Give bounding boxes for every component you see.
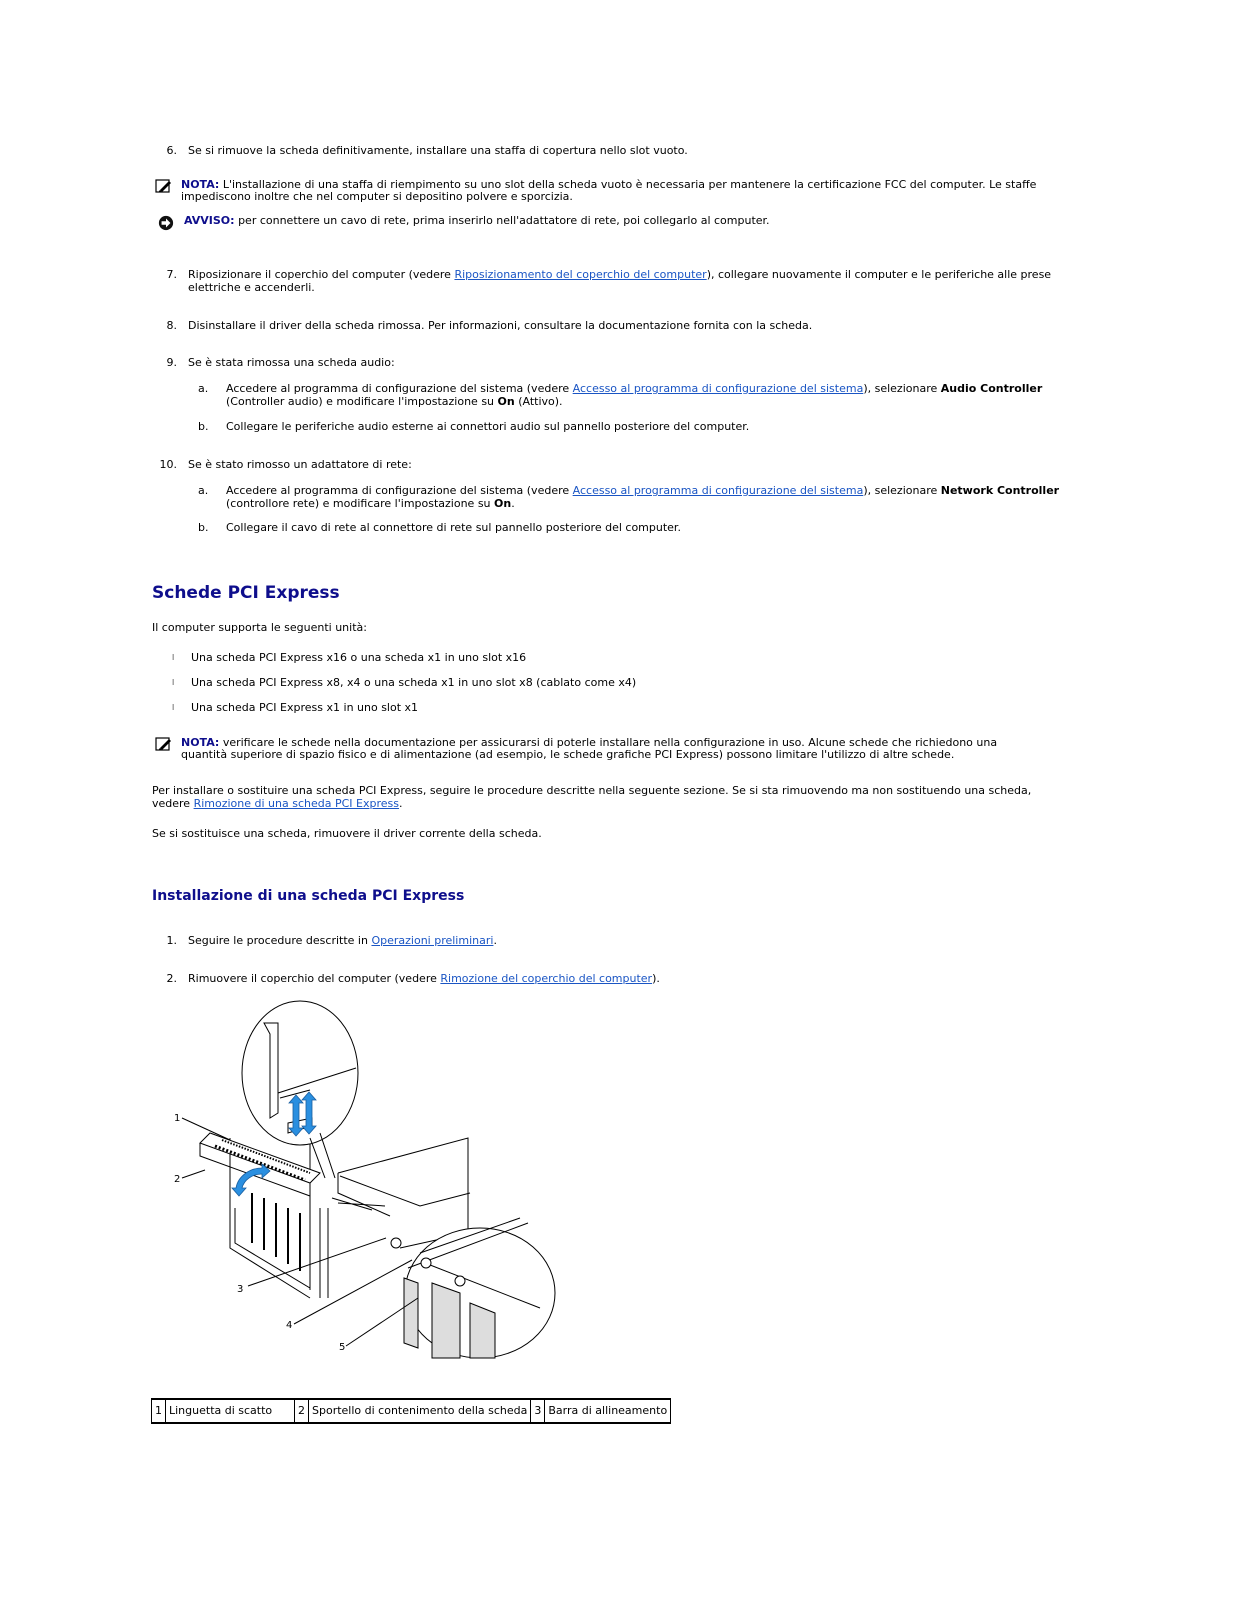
list-item-text: Una scheda PCI Express x1 in uno slot x1 — [191, 701, 419, 714]
bullet-mark: l — [172, 678, 175, 687]
list-item-text: Una scheda PCI Express x16 o una scheda x1 in uno slot x16 — [191, 651, 527, 664]
link-system-setup[interactable]: Accesso al programma di configurazione del sistema — [572, 484, 864, 497]
pencil-note-icon — [155, 178, 173, 194]
link-preliminary-operations[interactable]: Operazioni preliminari — [371, 934, 494, 947]
figure-callout-3: 3 — [237, 1284, 244, 1295]
step-7 — [152, 268, 1062, 296]
figure-callout-1: 1 — [174, 1113, 181, 1124]
step-number: 10. — [159, 458, 177, 471]
step-text: Se è stato rimosso un adattatore di rete: — [188, 458, 412, 471]
step-number: 1. — [166, 934, 177, 947]
install-paragraph: Per installare o sostituire una scheda PCI Express, seguire le procedure descritte nella seguente sezione. Se si sta rimuovendo ma non sostituendo una scheda, vedere Rimozione di una scheda PCI Express. — [152, 784, 1032, 810]
legend-num-3: 3 — [531, 1399, 545, 1423]
substep-letter: a. — [198, 484, 209, 497]
link-replace-cover[interactable]: Riposizionamento del coperchio del computer — [454, 268, 707, 281]
step-number: 9. — [166, 356, 177, 369]
warning-label: AVVISO: — [184, 214, 235, 227]
link-remove-cover[interactable]: Rimozione del coperchio del computer — [440, 972, 653, 985]
step-number: 8. — [166, 319, 177, 332]
substep-text: Accedere al programma di configurazione del sistema (vedere Accesso al programma di configurazione del sistema), selezionare Network Controller (controllore rete) e modificare l'impostazione su On. — [226, 484, 1060, 510]
substep-letter: a. — [198, 382, 209, 395]
substep-letter: b. — [198, 420, 209, 433]
pci-card-installation-illustration — [160, 998, 560, 1378]
step-number: 6. — [166, 144, 177, 157]
step-number: 7. — [166, 268, 177, 281]
legend-label-3: Barra di allineamento — [545, 1399, 671, 1423]
step-text: Rimuovere il coperchio del computer (vedere Rimozione del coperchio del computer). — [188, 972, 660, 985]
bullet-mark: l — [172, 703, 175, 712]
legend-table — [151, 1398, 671, 1424]
note-label: NOTA: — [181, 178, 220, 191]
warning-text: per connettere un cavo di rete, prima inserirlo nell'adattatore di rete, poi collegarlo al computer. — [238, 214, 770, 227]
pencil-note-icon — [155, 736, 173, 752]
link-remove-pci-express[interactable]: Rimozione di una scheda PCI Express — [193, 797, 399, 810]
subsection-title: Installazione di una scheda PCI Express — [152, 888, 465, 904]
figure-callout-5: 5 — [339, 1342, 346, 1353]
note-block — [181, 179, 1041, 203]
warning-circle-icon — [157, 215, 175, 231]
step-text: Se si rimuove la scheda definitivamente, installare una staffa di copertura nello slot vuoto. — [188, 144, 688, 157]
step-text: Se è stata rimossa una scheda audio: — [188, 356, 395, 369]
step-number: 2. — [166, 972, 177, 985]
table-row — [152, 1399, 671, 1423]
step-text: Riposizionare il coperchio del computer (vedere Riposizionamento del coperchio del computer), collegare nuovamente il computer e le periferiche alle prese elettriche e accenderli. — [188, 268, 1052, 294]
list-item-text: Una scheda PCI Express x8, x4 o una scheda x1 in uno slot x8 (cablato come x4) — [191, 676, 637, 689]
substep-text: Collegare le periferiche audio esterne ai connettori audio sul pannello posteriore del computer. — [226, 420, 750, 433]
note-text: verificare le schede nella documentazione per assicurarsi di poterle installare nella configurazione in uso. Alcune schede che richiedono una quantità superiore di spazio fisico e di alimentazione (ad esempio, le schede grafiche PCI Express) possono limitare l'utilizzo di altre schede. — [181, 736, 998, 761]
step-text: Seguire le procedure descritte in Operazioni preliminari. — [188, 934, 497, 947]
link-system-setup[interactable]: Accesso al programma di configurazione del sistema — [572, 382, 864, 395]
bullet-mark: l — [172, 653, 175, 662]
substep-text: Accedere al programma di configurazione del sistema (vedere Accesso al programma di configurazione del sistema), selezionare Audio Controller (Controller audio) e modificare l'impostazione su On (Attivo). — [226, 382, 1043, 408]
note-label: NOTA: — [181, 736, 220, 749]
intro-text: Il computer supporta le seguenti unità: — [152, 621, 367, 634]
note-text: L'installazione di una staffa di riempimento su uno slot della scheda vuoto è necessaria per mantenere la certificazione FCC del computer. Le staffe impediscono inoltre che nel computer si depositino polvere e sporcizia. — [181, 178, 1037, 203]
figure-callout-4: 4 — [286, 1320, 293, 1331]
legend-num-1: 1 — [152, 1399, 166, 1423]
legend-num-2: 2 — [295, 1399, 309, 1423]
note-block — [181, 737, 1041, 761]
driver-paragraph: Se si sostituisce una scheda, rimuovere il driver corrente della scheda. — [152, 827, 542, 840]
substep-letter: b. — [198, 521, 209, 534]
warning-block — [184, 214, 1044, 227]
legend-label-2: Sportello di contenimento della scheda — [309, 1399, 531, 1423]
substep-text: Collegare il cavo di rete al connettore di rete sul pannello posteriore del computer. — [226, 521, 681, 534]
section-title: Schede PCI Express — [152, 583, 340, 603]
figure-callout-2: 2 — [174, 1174, 181, 1185]
legend-label-1: Linguetta di scatto — [166, 1399, 295, 1423]
step-text: Disinstallare il driver della scheda rimossa. Per informazioni, consultare la documentazione fornita con la scheda. — [188, 319, 813, 332]
